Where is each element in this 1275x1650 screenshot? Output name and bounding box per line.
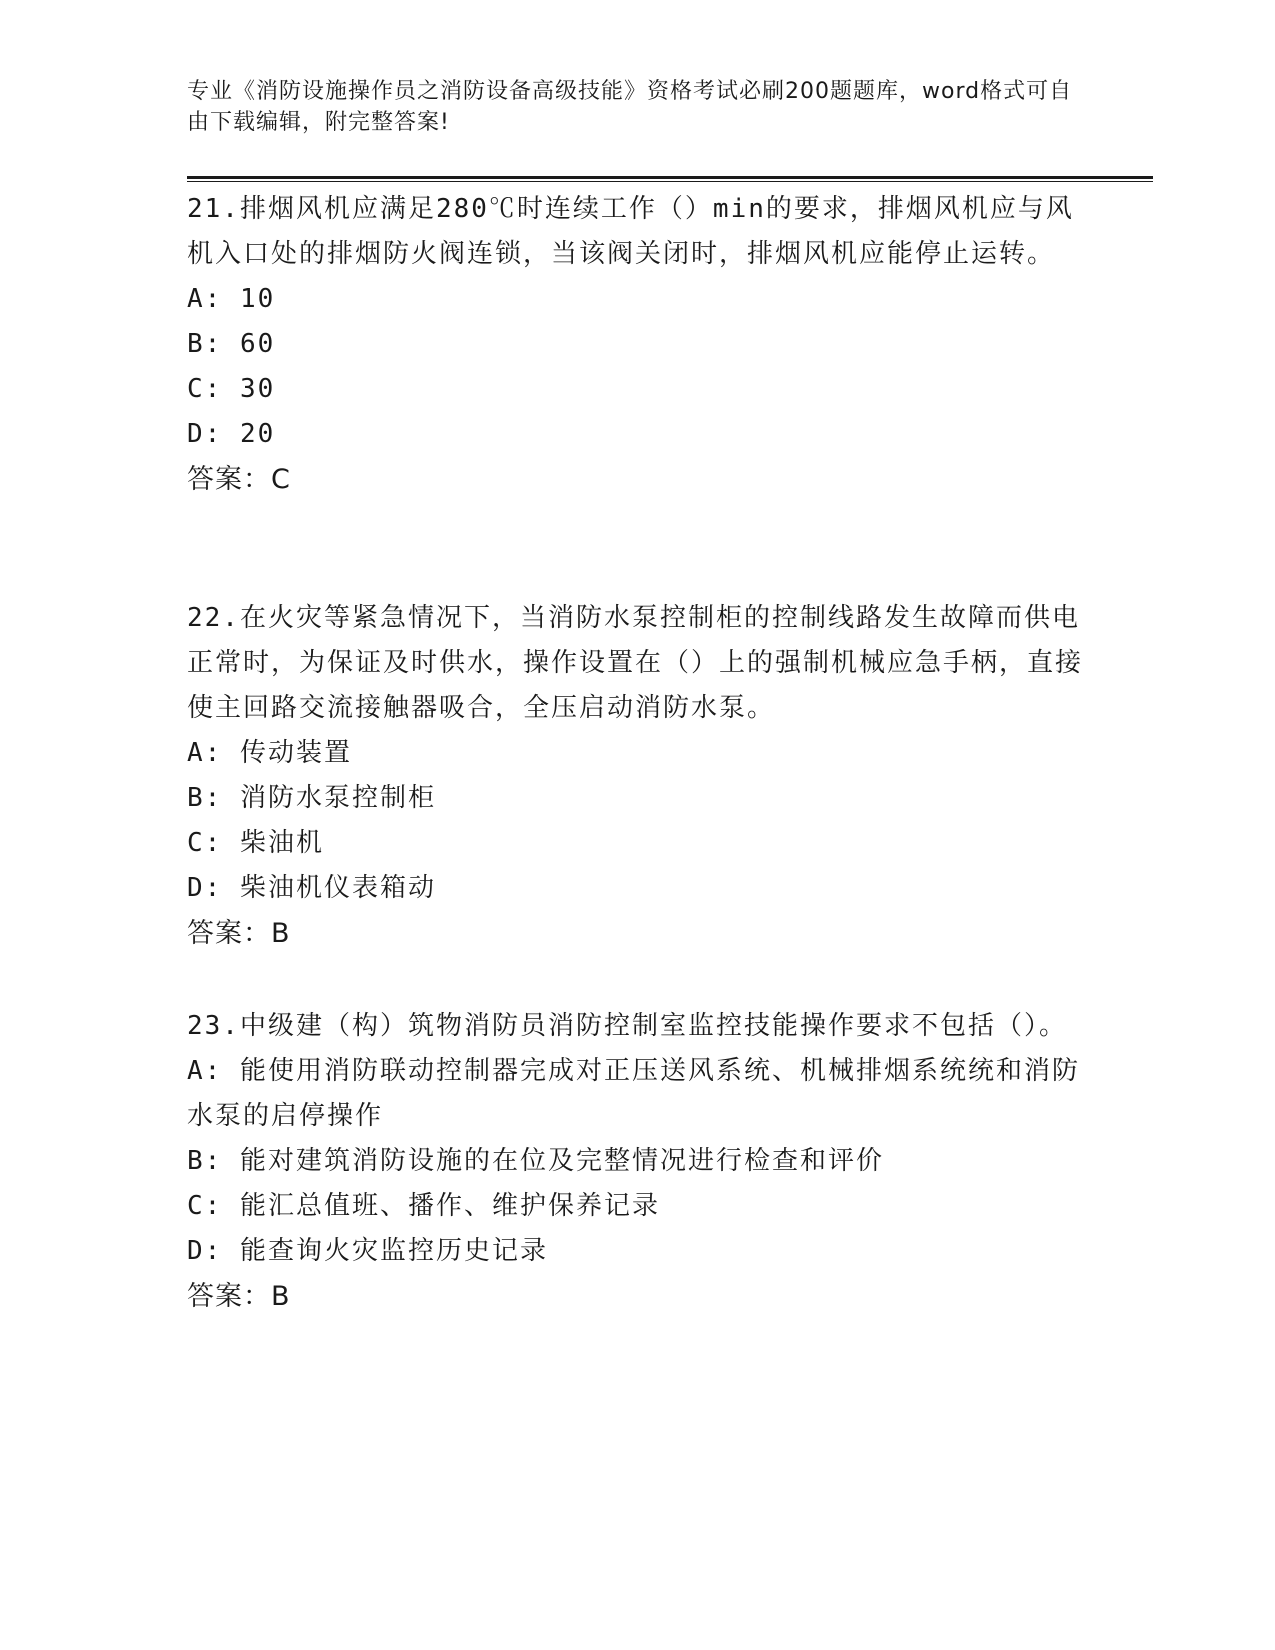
question-stem: 21.排烟风机应满足280℃时连续工作（）min的要求，排烟风机应与风机入口处的排烟防火阀连锁，当该阀关闭时，排烟风机应能停止运转。 [187, 194, 1074, 269]
option-a: A: 10 [187, 284, 276, 314]
option-list [187, 1049, 1087, 1274]
option-list [187, 277, 1087, 457]
document-header: 专业《消防设施操作员之消防设备高级技能》资格考试必刷200题题库，word格式可自由下载编辑，附完整答案! [187, 79, 1073, 135]
question-23 [187, 1004, 1087, 1319]
answer-line: 答案：C [187, 464, 291, 495]
answer-line: 答案：B [187, 1281, 291, 1312]
option-c: C: 能汇总值班、播作、维护保养记录 [187, 1191, 660, 1221]
option-c: C: 柴油机 [187, 828, 324, 858]
answer-line: 答案：B [187, 918, 291, 949]
option-list [187, 731, 1087, 911]
question-stem: 22.在火灾等紧急情况下，当消防水泵控制柜的控制线路发生故障而供电正常时，为保证及时供水，操作设置在（）上的强制机械应急手柄，直接使主回路交流接触器吸合，全压启动消防水泵。 [187, 603, 1084, 723]
option-d: D: 20 [187, 419, 276, 449]
header-divider-thin [187, 181, 1153, 182]
option-a: A: 能使用消防联动控制器完成对正压送风系统、机械排烟系统统和消防水泵的启停操作 [187, 1056, 1080, 1131]
option-b: B: 能对建筑消防设施的在位及完整情况进行检查和评价 [187, 1146, 884, 1176]
question-stem: 23.中级建（构）筑物消防员消防控制室监控技能操作要求不包括（）。 [187, 1011, 1067, 1041]
option-c: C: 30 [187, 374, 276, 404]
option-a: A: 传动装置 [187, 738, 352, 768]
header-divider-thick [187, 176, 1153, 179]
option-b: B: 60 [187, 329, 276, 359]
option-d: D: 能查询火灾监控历史记录 [187, 1236, 548, 1266]
option-b: B: 消防水泵控制柜 [187, 783, 436, 813]
question-21 [187, 187, 1087, 502]
question-22 [187, 596, 1087, 956]
option-d: D: 柴油机仪表箱动 [187, 873, 436, 903]
